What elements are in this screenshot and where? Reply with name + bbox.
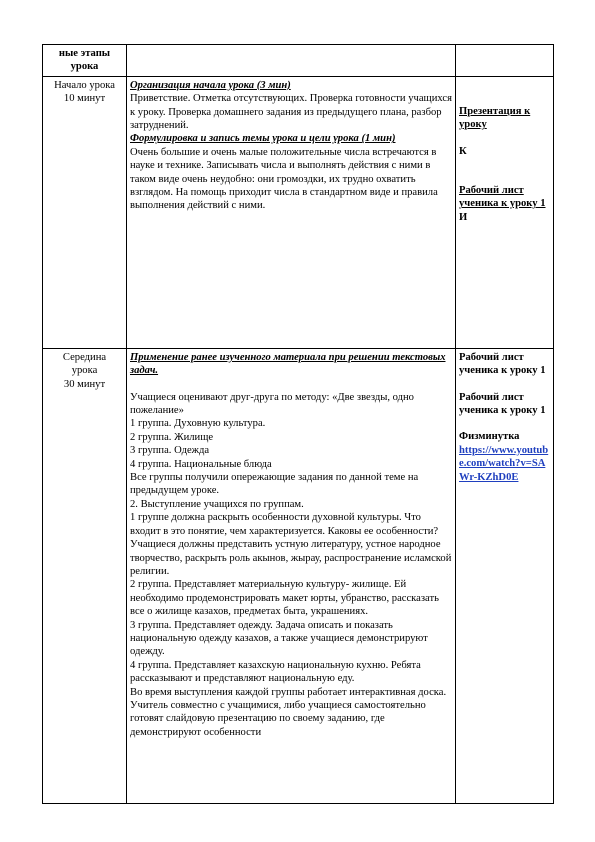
paragraph: 1 группа. Духовную культура.: [130, 418, 266, 430]
header-stage-label: ные этапы урока: [58, 48, 111, 73]
paragraph: Приветствие. Отметка отсутствующих. Проверка готовности учащихся к уроку. Проверка домашнего задания из предыдущего плана, разбор затруднений.: [130, 93, 452, 132]
resource-worksheet: Рабочий лист ученика к уроку 1: [459, 391, 546, 417]
paragraph: Очень большие и очень малые положительные числа встречаются в науке и технике. Записывать числа и выполнять действия с ними в таком виде очень неудобно: они громоздки, их трудно охватить взглядом. На помощь приходит числа в стандартном виде и правила выполнения действий с ними.: [130, 146, 438, 212]
resource-mark: К: [459, 145, 467, 157]
lesson-start-stage-cell: [43, 76, 127, 348]
paragraph: Все группы получили опережающие задания по данной теме на предыдущем уроке.: [130, 472, 419, 497]
stage-line: 30 минут: [63, 378, 106, 390]
section-heading: Применение ранее изученного материала при решении текстовых задач.: [130, 351, 446, 377]
stage-line: 10 минут: [63, 93, 106, 105]
header-resources-cell: [456, 45, 554, 77]
resource-presentation: Презентация к уроку: [459, 105, 531, 131]
lesson-middle-stage-cell: [43, 348, 127, 803]
resource-physical-break: Физминутка: [459, 431, 520, 443]
section-heading: Формулировка и запись темы урока и цели урока (1 мин): [130, 133, 396, 145]
lesson-start-resources-cell: [456, 76, 554, 348]
lesson-start-row: [43, 76, 554, 348]
stage-line: урока: [71, 365, 98, 377]
header-content-cell: [127, 45, 456, 77]
paragraph: 3 группа. Одежда: [130, 445, 210, 457]
paragraph: 4 группа. Национальные блюда: [130, 458, 272, 470]
lesson-plan-page: [42, 44, 553, 804]
resource-worksheet: Рабочий лист ученика к уроку 1: [459, 185, 546, 210]
lesson-start-content-cell: [127, 76, 456, 348]
paragraph: 3 группа. Представляет одежду. Задача описать и показать национальную одежду казахов, а также учащиеся демонстрируют одежду.: [130, 619, 428, 658]
resource-mark: И: [459, 211, 468, 223]
stage-line: Начало урока: [54, 79, 115, 91]
paragraph: Учащиеся оценивают друг-друга по методу: «Две звезды, одно пожелание»: [130, 391, 414, 417]
paragraph: 2 группа. Жилище: [130, 431, 214, 443]
lesson-middle-resources-cell: [456, 348, 554, 803]
section-heading: Организация начала урока (3 мин): [130, 79, 291, 91]
paragraph: Учащиеся должны представить устную литературу, устное народное творчество, раскрыть роль акынов, жырау, распространение исламской религии.: [130, 539, 452, 577]
lesson-plan-table: [42, 44, 554, 804]
paragraph: 4 группа. Представляет казахскую национальную кухню. Ребята рассказывают и представляют национальную еду.: [130, 659, 421, 685]
resource-worksheet: Рабочий лист ученика к уроку 1: [459, 351, 546, 377]
lesson-middle-row: [43, 348, 554, 803]
paragraph: 2. Выступление учащихся по группам.: [130, 498, 304, 510]
header-stage-cell: [43, 45, 127, 77]
header-row: [43, 45, 554, 77]
paragraph: 1 группе должна раскрыть особенности духовной культуры. Что входит в это понятие, чем характеризуется. Каковы ее особенности?: [130, 512, 439, 537]
youtube-link[interactable]: https://www.youtube.com/watch?v=SAWr-KZhD0E: [459, 444, 549, 483]
lesson-middle-content-cell: [127, 348, 456, 803]
stage-line: Середина: [62, 351, 107, 363]
paragraph: Во время выступления каждой группы работает интерактивная доска. Учитель совместно с учащимися, либо учащиеся самостоятельно готовят слайдовую презентацию по своему заданию, где демонстрируют особенности: [130, 686, 447, 738]
paragraph: 2 группа. Представляет материальную культуру- жилище. Ей необходимо продемонстрировать макет юрты, убранство, рассказать все о жилище казахов, предметах быта, украшениях.: [130, 579, 439, 618]
